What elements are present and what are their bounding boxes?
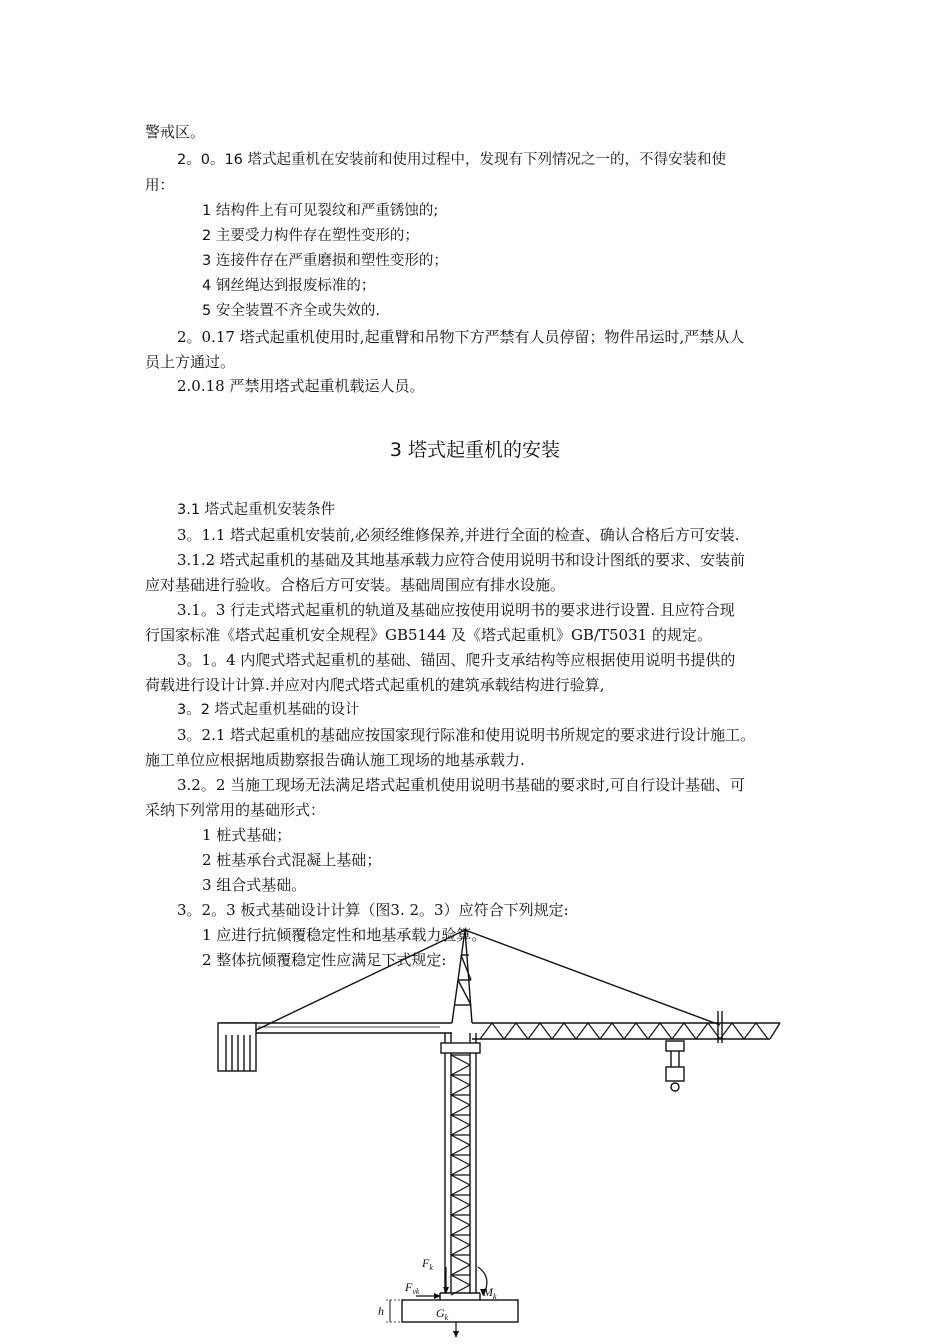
list-item: 2 主要受力构件存在塑性变形的； — [202, 228, 419, 244]
list-item: 3 组合式基础。 — [202, 876, 307, 894]
clause-3-2-1: 3。2.1 塔式起重机的基础应按国家现行际准和使用说明书所规定的要求进行设计施工。 — [177, 726, 756, 744]
jib-pendant — [465, 930, 720, 1025]
section-heading: 3 塔式起重机的安装 — [389, 439, 561, 461]
text-line: 采纳下列常用的基础形式： — [145, 801, 326, 819]
subsection-heading: 3。2 塔式起重机基础的设计 — [177, 702, 360, 718]
list-item: 1 桩式基础； — [202, 826, 292, 844]
list-item: 4 钢丝绳达到报废标准的； — [202, 278, 376, 294]
clause-3-1-3: 3.1。3 行走式塔式起重机的轨道及基础应按使用说明书的要求进行设置. 且应符合现 — [177, 601, 735, 619]
clause-3-1-1: 3。1.1 塔式起重机安装前,必须经维修保养,并进行全面的检查、确认合格后方可安装. — [177, 526, 740, 544]
subsection-heading: 3.1 塔式起重机安装条件 — [177, 502, 336, 518]
mk-label: $M_k$ — [483, 1285, 497, 1301]
clause-2-0-16: 2。0。16 塔式起重机在安装前和使用过程中，发现有下列情况之一的，不得安装和使 — [177, 152, 727, 168]
clause-2-0-18: 2.0.18 严禁用塔式起重机载运人员。 — [177, 377, 425, 395]
counter-jib-pendant — [252, 930, 465, 1032]
list-item: 1 结构件上有可见裂纹和严重锈蚀的; — [202, 203, 439, 219]
clause-3-1-2: 3.1.2 塔式起重机的基础及其地基承载力应符合使用说明书和设计图纸的要求、安装前 — [177, 551, 745, 569]
fvk-label: $F_{vk}$ — [405, 1280, 420, 1296]
clause-2-0-17: 2。0.17 塔式起重机使用时,起重臂和吊物下方严禁有人员停留；物件吊运时,严禁从人 — [177, 328, 745, 346]
gk-label: $G_k$ — [436, 1306, 449, 1322]
h-label: h — [378, 1304, 384, 1318]
list-item: 1 应进行抗倾覆稳定性和地基承载力验算。 — [202, 926, 487, 944]
text-line: 施工单位应根据地质勘察报告确认施工现场的地基承载力. — [145, 751, 525, 769]
fk-label: $F_k$ — [422, 1256, 433, 1272]
text-line: 荷载进行设计计算.并应对内爬式塔式起重机的建筑承载结构进行验算, — [145, 676, 605, 694]
list-item: 2 桩基承台式混凝上基础； — [202, 851, 382, 869]
list-item: 3 连接件存在严重磨损和塑性变形的； — [202, 253, 448, 269]
clause-3-2-3: 3。2。3 板式基础设计计算（图3. 2。3）应符合下列规定: — [177, 901, 569, 919]
clause-3-2-2: 3.2。2 当施工现场无法满足塔式起重机使用说明书基础的要求时,可自行设计基础、可 — [177, 776, 745, 794]
tower-crane-figure — [200, 915, 790, 1340]
text-line: 警戒区。 — [145, 123, 206, 141]
foundation-slab — [402, 1300, 518, 1322]
text-line: 员上方通过。 — [145, 353, 236, 371]
list-item: 5 安全装置不齐全或失效的. — [202, 303, 380, 319]
text-line: 行国家标准《塔式起重机安全规程》GB5144 及《塔式起重机》GB/T5031 的规定。 — [145, 626, 712, 644]
text-line: 应对基础进行验收。合格后方可安装。基础周围应有排水设施。 — [145, 576, 566, 594]
list-item: 2 整体抗倾覆稳定性应满足下式规定: — [202, 951, 447, 969]
text-line: 用： — [145, 178, 174, 194]
clause-3-1-4: 3。1。4 内爬式塔式起重机的基础、锚固、爬升支承结构等应根据使用说明书提供的 — [177, 651, 736, 669]
